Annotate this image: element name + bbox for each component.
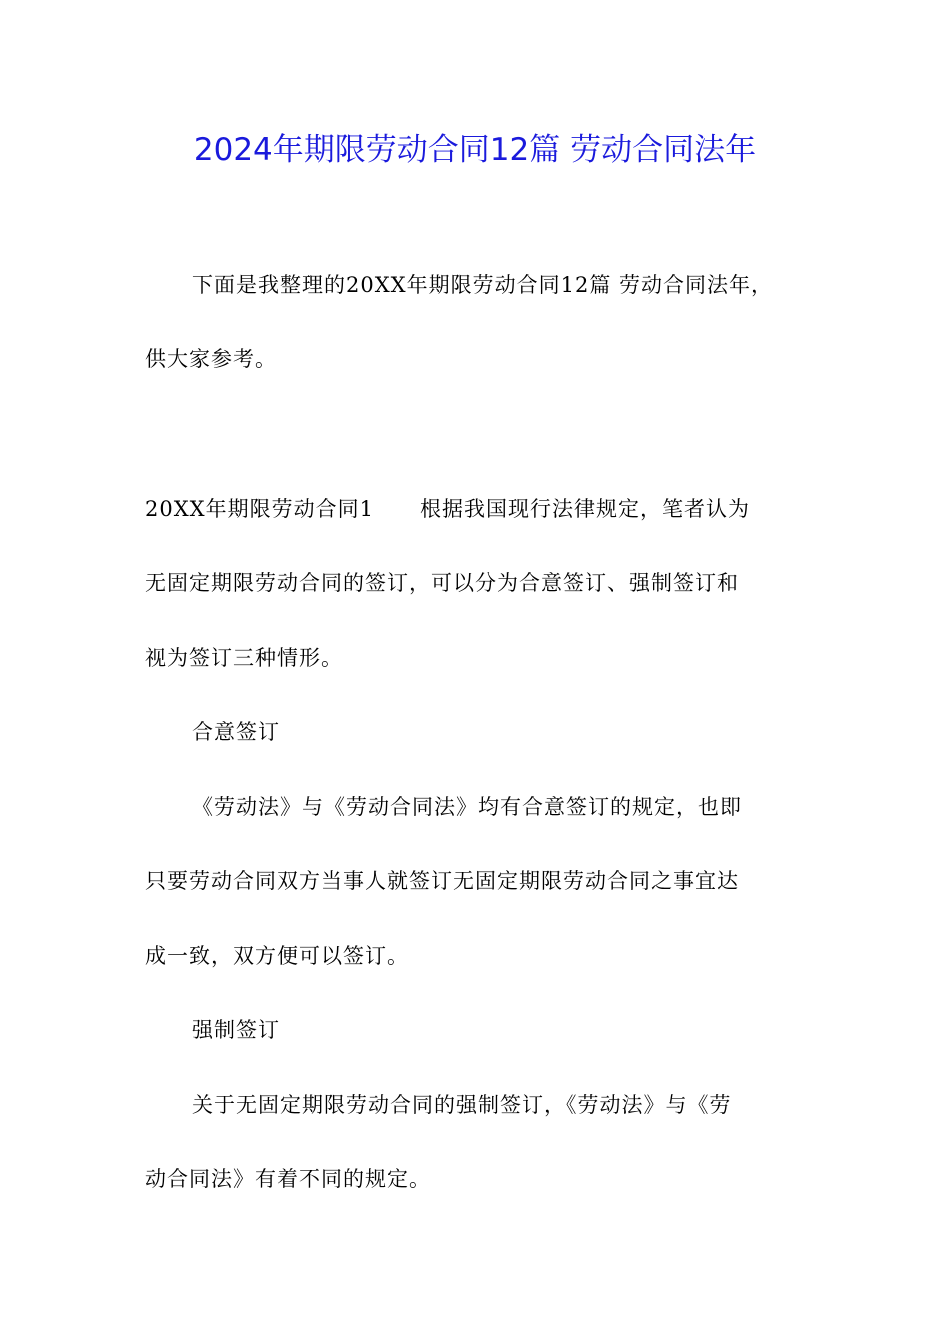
consensual-line-2: 只要劳动合同双方当事人就签订无固定期限劳动合同之事宜达 [145, 869, 739, 893]
mandatory-line-2: 动合同法》有着不同的规定。 [145, 1167, 431, 1191]
intro-line-1: 下面是我整理的20XX年期限劳动合同12篇 劳动合同法年， [192, 273, 774, 297]
document-title: 2024年期限劳动合同12篇 劳动合同法年 [193, 132, 757, 168]
section1-line-2: 无固定期限劳动合同的签订，可以分为合意签订、强制签订和 [145, 571, 739, 595]
subheading-consensual: 合意签订 [192, 720, 280, 744]
consensual-line-1: 《劳动法》与《劳动合同法》均有合意签订的规定，也即 [192, 795, 742, 819]
section1-line-1: 20XX年期限劳动合同1 根据我国现行法律规定，笔者认为 [145, 497, 751, 521]
intro-line-2: 供大家参考。 [145, 347, 277, 371]
mandatory-line-1: 关于无固定期限劳动合同的强制签订，《劳动法》与《劳 [192, 1093, 732, 1117]
section1-line-3: 视为签订三种情形。 [145, 646, 343, 670]
consensual-line-3: 成一致，双方便可以签订。 [145, 944, 409, 968]
subheading-mandatory: 强制签订 [192, 1018, 280, 1042]
